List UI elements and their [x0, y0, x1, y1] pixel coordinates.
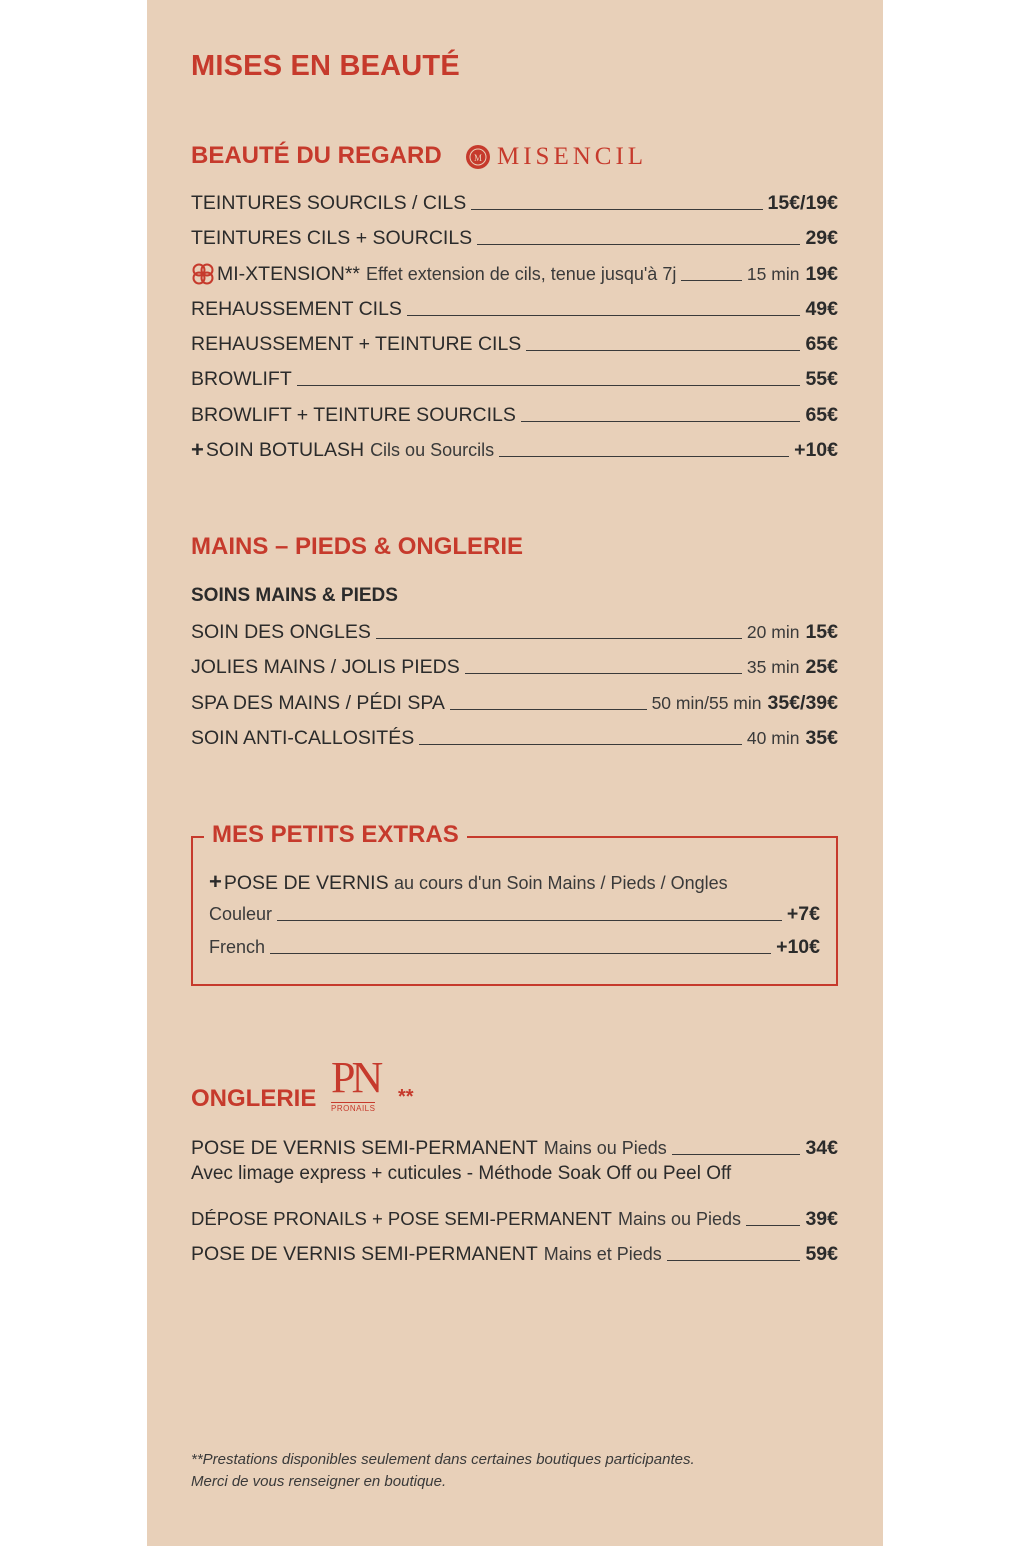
service-row: SPA DES MAINS / PÉDI SPA 50 min/55 min 35€/39€ — [191, 692, 838, 714]
pronails-logo: PN PRONAILS — [331, 1053, 380, 1113]
dot-leader — [672, 1154, 801, 1155]
flower-icon — [191, 263, 215, 285]
service-row: SOIN ANTI-CALLOSITÉS 40 min 35€ — [191, 727, 838, 749]
section-heading-mains: MAINS – PIEDS & ONGLERIE — [191, 533, 524, 560]
dot-leader — [419, 744, 742, 745]
service-row: POSE DE VERNIS SEMI-PERMANENT Mains et Pieds 59€ — [191, 1243, 838, 1265]
svg-text:M: M — [473, 153, 483, 163]
service-row: POSE DE VERNIS SEMI-PERMANENT Mains ou Pieds 34€ — [191, 1137, 838, 1159]
onglerie-stars: ** — [398, 1086, 414, 1108]
dot-leader — [746, 1225, 800, 1226]
service-row: REHAUSSEMENT CILS 49€ — [191, 298, 838, 320]
dot-leader — [681, 280, 742, 281]
extras-heading: MES PETITS EXTRAS — [204, 821, 467, 849]
service-row: DÉPOSE PRONAILS + POSE SEMI-PERMANENT Mains ou Pieds 39€ — [191, 1208, 838, 1230]
dot-leader — [270, 953, 771, 954]
plus-icon: + — [191, 437, 204, 462]
extras-line: + POSE DE VERNIS au cours d'un Soin Mains / Pieds / Ongles — [209, 869, 728, 894]
dot-leader — [499, 456, 789, 457]
service-row: JOLIES MAINS / JOLIS PIEDS 35 min 25€ — [191, 656, 838, 678]
dot-leader — [667, 1260, 801, 1261]
service-row: BROWLIFT + TEINTURE SOURCILS 65€ — [191, 404, 838, 426]
extras-row: French +10€ — [209, 936, 820, 958]
section-heading-onglerie: ONGLERIE — [191, 1085, 317, 1112]
subheading-soins: SOINS MAINS & PIEDS — [191, 585, 398, 606]
footer-note-2: Merci de vous renseigner en boutique. — [191, 1473, 447, 1490]
misencil-brand: MISENCIL — [497, 143, 648, 170]
dot-leader — [407, 315, 801, 316]
dot-leader — [450, 709, 647, 710]
dot-leader — [297, 385, 801, 386]
dot-leader — [471, 209, 762, 210]
service-row: SOIN DES ONGLES 20 min 15€ — [191, 621, 838, 643]
extras-row: Couleur +7€ — [209, 903, 820, 925]
page-title: MISES EN BEAUTÉ — [191, 50, 460, 82]
plus-icon: + — [209, 869, 222, 894]
footer-note-1: **Prestations disponibles seulement dans certaines boutiques participantes. — [191, 1451, 695, 1468]
service-row: BROWLIFT 55€ — [191, 368, 838, 390]
service-row: MI-XTENSION** Effet extension de cils, tenue jusqu'à 7j 15 min 19€ — [191, 259, 838, 285]
service-row: REHAUSSEMENT + TEINTURE CILS 65€ — [191, 333, 838, 355]
dot-leader — [277, 920, 782, 921]
dot-leader — [376, 638, 742, 639]
dot-leader — [477, 244, 800, 245]
section-heading-regard: BEAUTÉ DU REGARD — [191, 142, 442, 169]
service-row: + SOIN BOTULASH Cils ou Sourcils +10€ — [191, 437, 838, 462]
dot-leader — [521, 421, 801, 422]
service-row: TEINTURES CILS + SOURCILS 29€ — [191, 227, 838, 249]
dot-leader — [526, 350, 800, 351]
service-row: TEINTURES SOURCILS / CILS 15€/19€ — [191, 192, 838, 214]
onglerie-note: Avec limage express + cuticules - Méthode Soak Off ou Peel Off — [191, 1163, 732, 1184]
misencil-logo-icon — [465, 144, 491, 170]
dot-leader — [465, 673, 742, 674]
